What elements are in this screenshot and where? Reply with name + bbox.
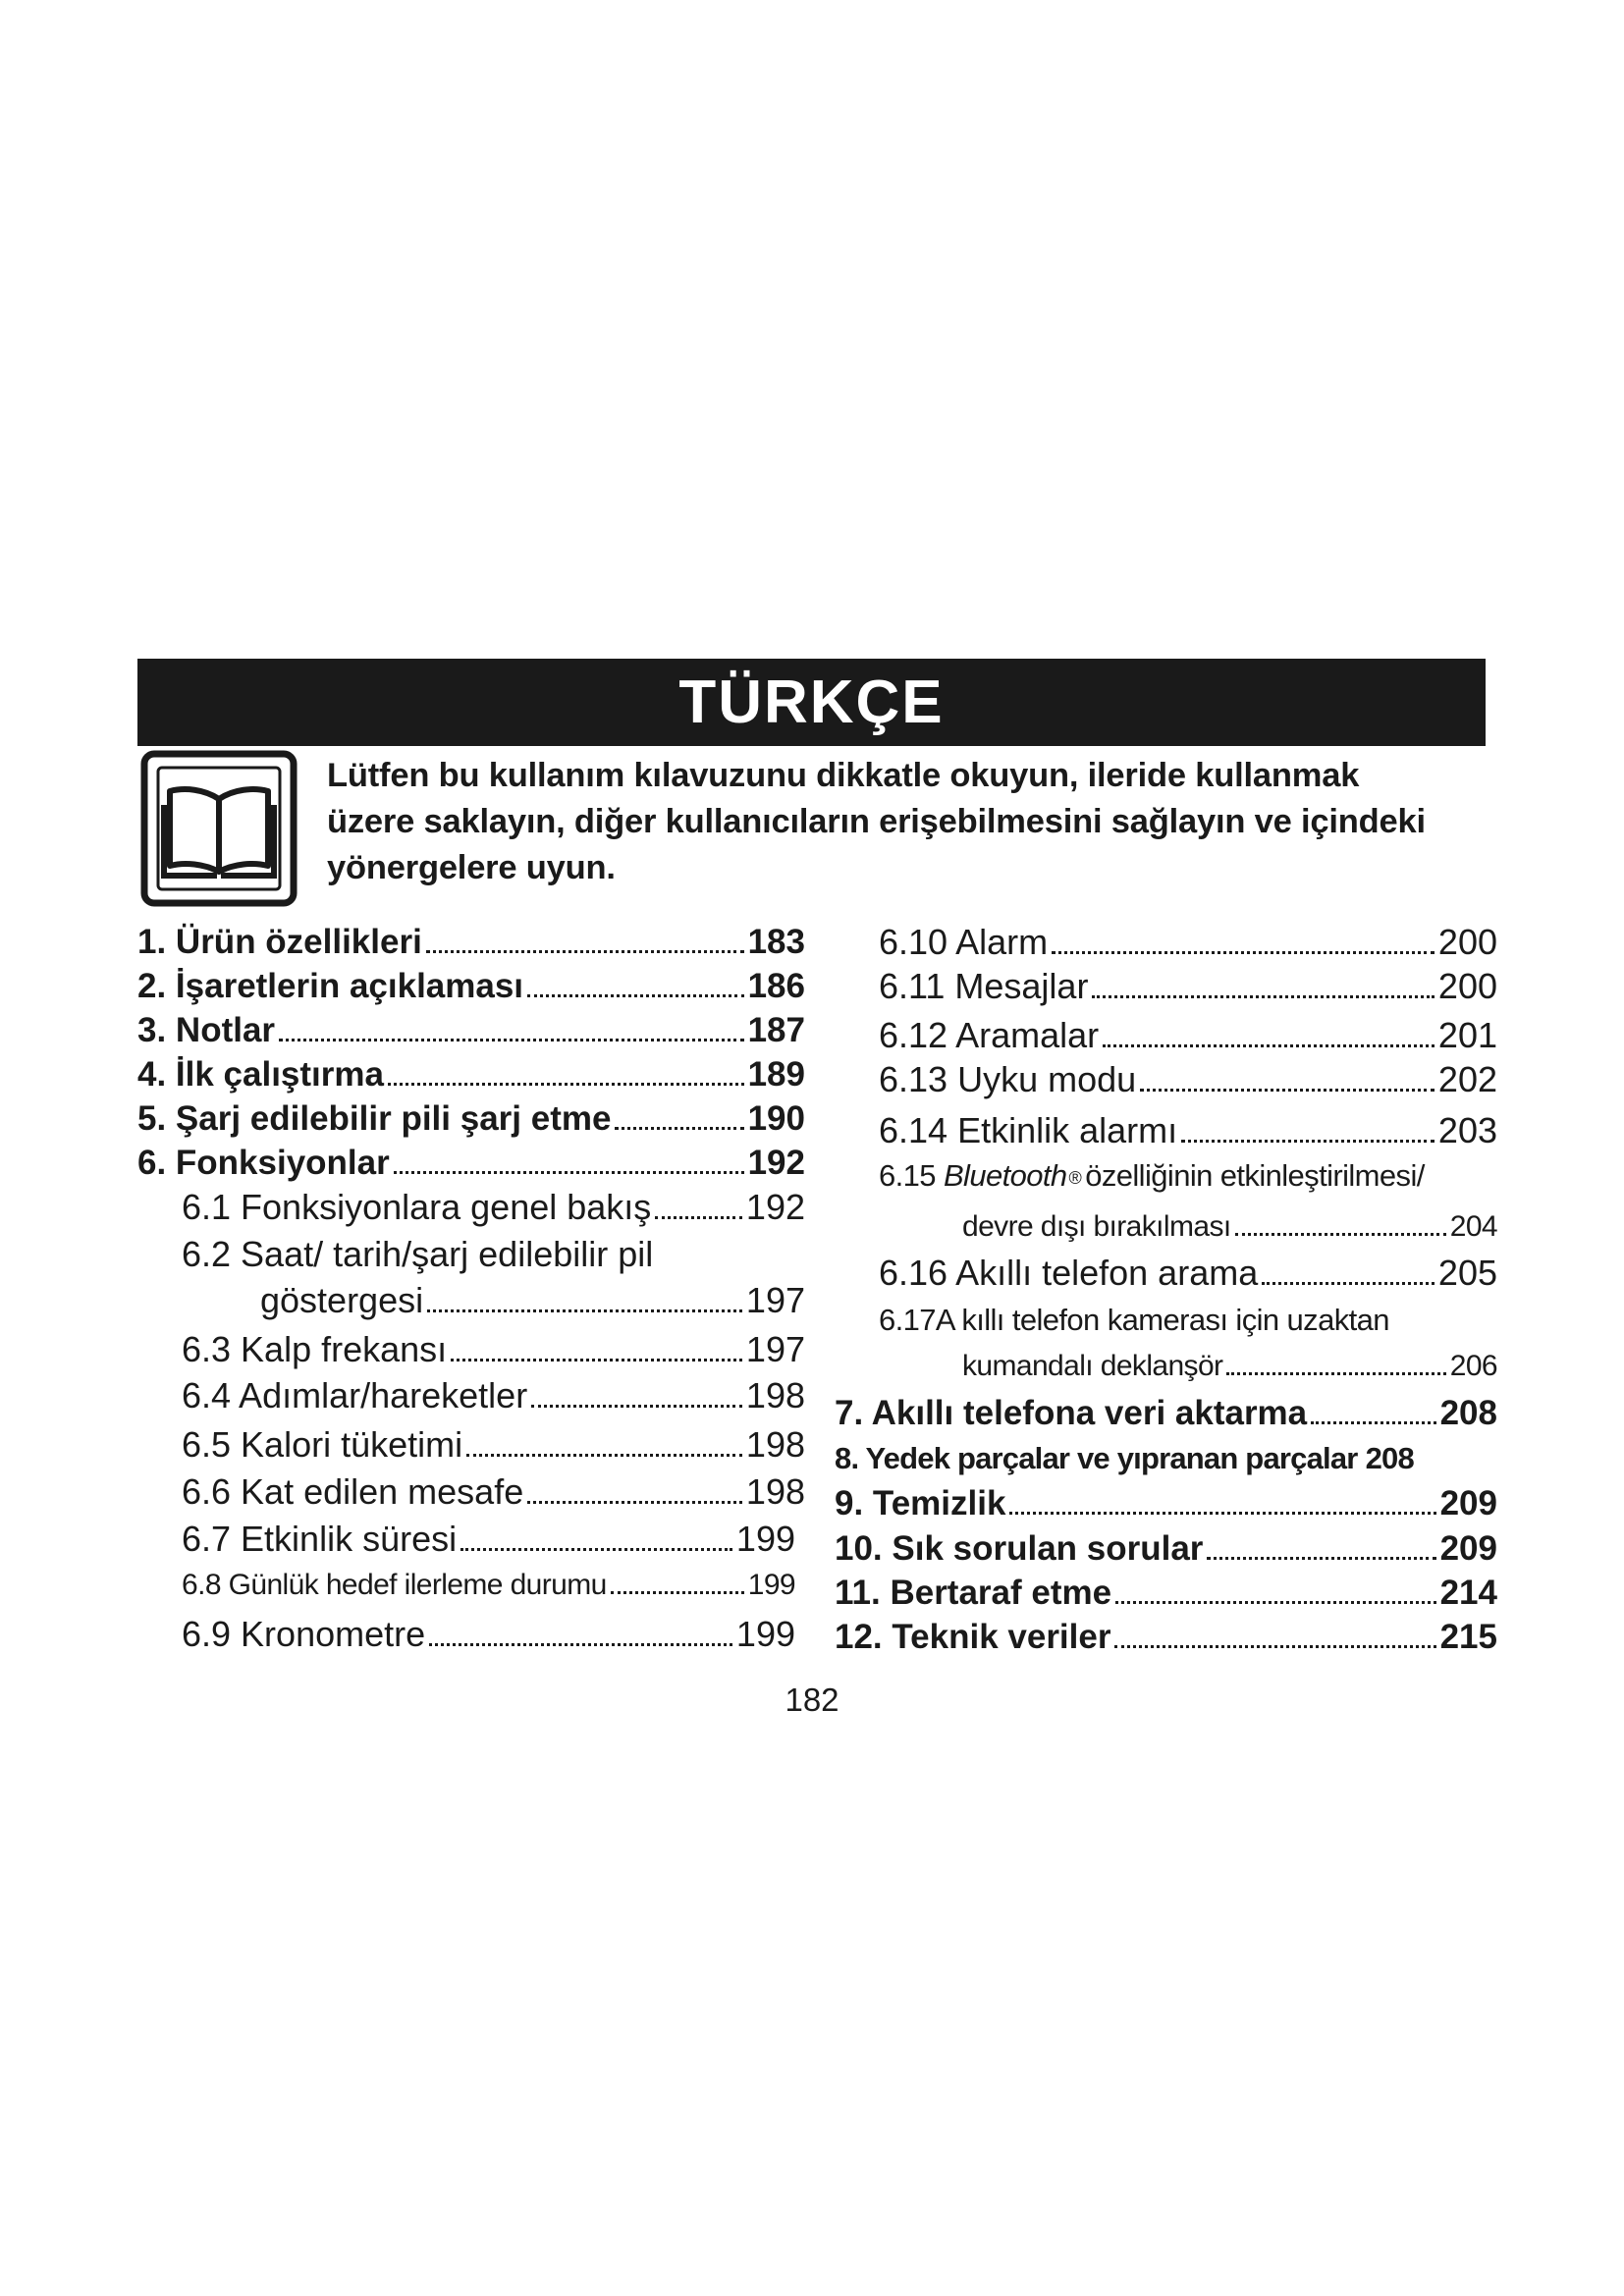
toc-entry[interactable] <box>137 1142 805 1185</box>
toc-page: 208 <box>1439 1394 1497 1432</box>
toc-label: 6.5 Kalori tüketimi <box>182 1424 463 1465</box>
toc-entry[interactable] <box>137 1009 805 1052</box>
toc-label: 2. İşaretlerin açıklaması <box>137 967 524 1005</box>
bluetooth-label: Bluetooth <box>943 1158 1067 1193</box>
toc-label: 5. Şarj edilebilir pili şarj etme <box>137 1099 612 1138</box>
toc-leader <box>1181 1140 1435 1143</box>
intro-line: Lütfen bu kullanım kılavuzunu dikkatle okuyun, ileride kullanmak <box>327 757 1360 794</box>
toc-label: 4. İlk çalıştırma <box>137 1055 384 1094</box>
toc-label: 7. Akıllı telefona veri aktarma <box>835 1394 1308 1432</box>
intro-line: yönergelere uyun. <box>327 849 616 886</box>
toc-page: 205 <box>1437 1253 1497 1293</box>
toc-page: 200 <box>1437 966 1497 1006</box>
toc-page: 215 <box>1439 1618 1497 1656</box>
toc-label: 6.1 Fonksiyonlara genel bakış <box>182 1187 652 1227</box>
toc-leader <box>1115 1601 1435 1604</box>
toc-leader <box>1114 1645 1435 1648</box>
toc-page: 183 <box>747 923 805 961</box>
toc-label: 3. Notlar <box>137 1011 276 1049</box>
toc-label: 6.12 Aramalar <box>879 1015 1100 1055</box>
toc-label: 9. Temizlik <box>835 1484 1006 1522</box>
toc-label: 6.16 Akıllı telefon arama <box>879 1253 1259 1293</box>
toc-page: 202 <box>1437 1059 1497 1099</box>
toc-entry[interactable] <box>879 1109 1497 1152</box>
toc-entry[interactable] <box>879 1014 1497 1057</box>
toc-leader <box>531 1405 742 1408</box>
toc-leader <box>655 1216 742 1219</box>
toc-leader <box>460 1548 732 1551</box>
toc-page: 214 <box>1439 1574 1497 1612</box>
toc-entry[interactable] <box>137 1097 805 1141</box>
toc-entry[interactable] <box>879 921 1497 964</box>
toc-leader <box>394 1171 744 1174</box>
toc-leader <box>429 1643 732 1646</box>
toc-page: 190 <box>747 1099 805 1138</box>
banner-title: TÜRKÇE <box>678 667 945 736</box>
toc-page: 198 <box>745 1424 805 1465</box>
intro-line: üzere saklayın, diğer kullanıcıların erişebilmesini sağlayın ve içindeki <box>327 803 1426 840</box>
toc-page: 204 <box>1449 1210 1497 1243</box>
toc-entry[interactable] <box>835 1572 1497 1615</box>
toc-entry[interactable] <box>182 1374 805 1417</box>
toc-label: 6.8 Günlük hedef ilerleme durumu <box>182 1569 607 1601</box>
toc-leader <box>1092 995 1434 998</box>
toc-page: 200 <box>1437 922 1497 962</box>
toc-entry-line[interactable]: 6.2 Saat/ tarih/şarj edilebilir pil <box>182 1234 654 1274</box>
toc-entry[interactable] <box>835 1616 1497 1659</box>
toc-entry[interactable] <box>182 1186 805 1229</box>
toc-entry[interactable] <box>182 1518 795 1561</box>
toc-entry[interactable] <box>182 1564 795 1607</box>
toc-page: 208 <box>1365 1441 1414 1475</box>
toc-leader <box>279 1039 744 1041</box>
toc-label: 1. Ürün özellikleri <box>137 923 422 961</box>
toc-label-prefix: 6.15 <box>879 1158 936 1193</box>
toc-entry[interactable] <box>835 1482 1497 1525</box>
toc-leader <box>1235 1233 1446 1236</box>
toc-label: 8. Yedek parçalar ve yıpranan parçalar <box>835 1441 1358 1475</box>
toc-page: 189 <box>747 1055 805 1094</box>
toc-leader <box>527 1501 742 1504</box>
toc-entry[interactable] <box>879 1252 1497 1295</box>
toc-page: 206 <box>1449 1350 1497 1382</box>
toc-entry[interactable] <box>137 1053 805 1096</box>
toc-entry-line[interactable] <box>879 1154 1425 1198</box>
toc-leader <box>527 994 744 997</box>
toc-page: 186 <box>747 967 805 1005</box>
toc-entry[interactable] <box>137 921 805 964</box>
intro-paragraph <box>327 753 1505 891</box>
toc-leader <box>466 1454 742 1457</box>
toc-leader <box>1207 1557 1435 1560</box>
toc-page: 187 <box>747 1011 805 1049</box>
toc-leader <box>451 1359 742 1362</box>
toc-label: 6. Fonksiyonlar <box>137 1144 390 1182</box>
toc-page: 192 <box>745 1187 805 1227</box>
toc-label: 6.9 Kronometre <box>182 1614 426 1654</box>
toc-label: 11. Bertaraf etme <box>835 1574 1112 1612</box>
toc-entry[interactable] <box>260 1279 805 1322</box>
toc-leader <box>1009 1512 1435 1515</box>
toc-leader <box>1226 1372 1445 1375</box>
toc-leader <box>611 1591 744 1594</box>
toc-leader <box>615 1127 743 1130</box>
toc-page: 201 <box>1437 1015 1497 1055</box>
toc-page: 209 <box>1439 1529 1497 1568</box>
toc-leader <box>1311 1421 1435 1424</box>
toc-leader <box>388 1083 744 1086</box>
toc-label: göstergesi <box>260 1280 424 1320</box>
toc-page: 198 <box>745 1375 805 1415</box>
toc-leader <box>1103 1044 1435 1047</box>
toc-page: 203 <box>1437 1110 1497 1150</box>
page-number: 182 <box>785 1682 839 1718</box>
toc-label: 6.4 Adımlar/hareketler <box>182 1375 528 1415</box>
toc-page: 209 <box>1439 1484 1497 1522</box>
toc-entry-line[interactable]: 6.17A kıllı telefon kamerası için uzaktan <box>879 1303 1389 1337</box>
toc-label: kumandalı deklanşör <box>962 1350 1223 1382</box>
toc-page: 199 <box>735 1519 795 1559</box>
toc-label: 6.11 Mesajlar <box>879 966 1089 1006</box>
toc-entry[interactable] <box>879 1058 1497 1101</box>
toc-entry[interactable] <box>962 1345 1497 1388</box>
toc-label: 6.14 Etkinlik alarmı <box>879 1110 1178 1150</box>
toc-page: 197 <box>745 1329 805 1369</box>
toc-page: 199 <box>747 1569 795 1601</box>
toc-label: 6.3 Kalp frekansı <box>182 1329 448 1369</box>
toc-entry[interactable] <box>835 1437 1497 1480</box>
toc-leader <box>1052 951 1435 954</box>
toc-entry[interactable] <box>835 1527 1497 1571</box>
toc-leader <box>1262 1282 1435 1285</box>
toc-label: 6.6 Kat edilen mesafe <box>182 1471 524 1512</box>
toc-page: 192 <box>747 1144 805 1182</box>
toc-page: 199 <box>735 1614 795 1654</box>
toc-entry[interactable] <box>182 1613 795 1656</box>
toc-label: 10. Sık sorulan sorular <box>835 1529 1204 1568</box>
toc-entry[interactable] <box>879 965 1497 1008</box>
language-banner <box>137 659 1486 746</box>
toc-label-rest: özelliğinin etkinleştirilmesi/ <box>1085 1158 1425 1193</box>
toc-page: 198 <box>745 1471 805 1512</box>
toc-label: 6.10 Alarm <box>879 922 1049 962</box>
toc-label: 6.13 Uyku modu <box>879 1059 1137 1099</box>
toc-entry[interactable] <box>962 1205 1497 1249</box>
toc-entry[interactable] <box>137 965 805 1008</box>
toc-leader <box>1140 1089 1435 1092</box>
toc-entry[interactable] <box>182 1470 805 1514</box>
toc-entry[interactable] <box>182 1423 805 1467</box>
toc-entry[interactable] <box>835 1392 1497 1435</box>
registered-mark: ® <box>1068 1168 1082 1188</box>
toc-leader <box>427 1309 742 1312</box>
toc-page: 197 <box>745 1280 805 1320</box>
toc-label: 12. Teknik veriler <box>835 1618 1111 1656</box>
toc-label: devre dışı bırakılması <box>962 1210 1231 1243</box>
toc-label: 6.7 Etkinlik süresi <box>182 1519 458 1559</box>
book-icon <box>140 750 298 907</box>
toc-leader <box>426 950 744 953</box>
toc-entry[interactable] <box>182 1328 805 1371</box>
